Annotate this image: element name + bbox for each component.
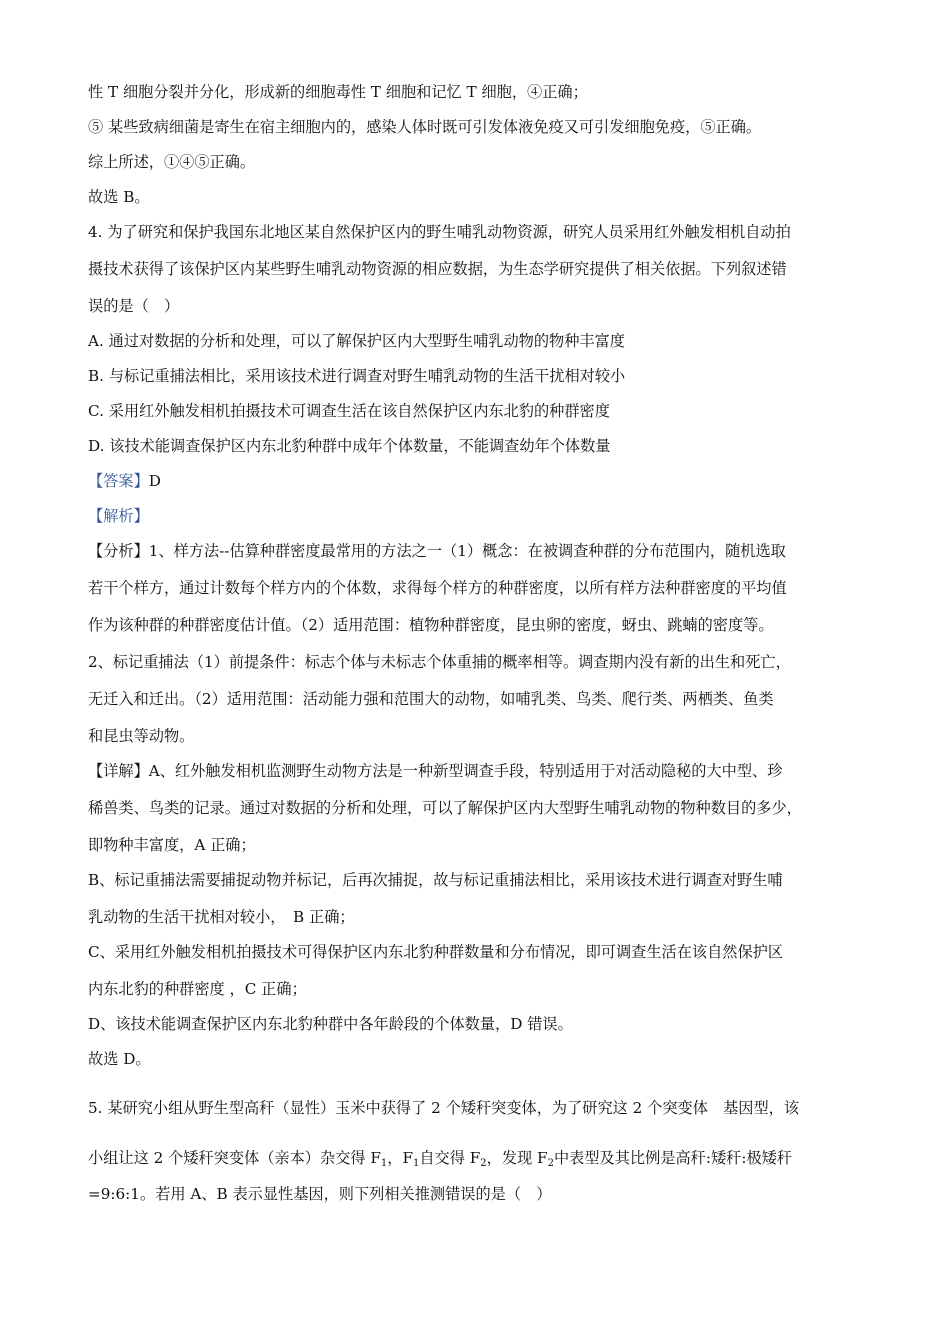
text-fragment: ，发现 F xyxy=(486,1149,548,1167)
answer-label: 【答案】 xyxy=(88,472,149,490)
answer-value: D xyxy=(148,472,161,490)
text-line: 故选 D。 xyxy=(88,1050,151,1068)
question-4-stem: 4. 为了研究和保护我国东北地区某自然保护区内的野生哺乳动物资源，研究人员采用红外触发相机自动拍 xyxy=(88,223,791,241)
option-d: D. 该技术能调查保护区内东北豹种群中成年个体数量，不能调查幼年个体数量 xyxy=(88,437,611,455)
text-line: 内东北豹的种群密度 ，C 正确； xyxy=(88,980,307,998)
text-line: 无迁入和迁出。（2）适用范围：活动能力强和范围大的动物，如哺乳类、鸟类、爬行类、两栖类、鱼类 xyxy=(88,690,774,708)
text-line: 综上所述，①④⑤正确。 xyxy=(88,153,256,171)
question-5-stem: 5. 某研究小组从野生型高秆（显性）玉米中获得了 2 个矮秆突变体，为了研究这 2 个突变体 基因型，该 xyxy=(88,1099,800,1117)
analysis-label: 【解析】 xyxy=(88,507,149,525)
text-fragment: 自交得 F xyxy=(419,1149,481,1167)
subscript: 2 xyxy=(547,1158,554,1169)
text-line: 即物种丰富度，A 正确； xyxy=(88,836,256,854)
text-line: 若干个样方，通过计数每个样方内的个体数，求得每个样方的种群密度，以所有样方法种群密度的平均值 xyxy=(88,579,787,597)
text-line: =9:6:1。若用 A、B 表示显性基因，则下列相关推测错误的是（ ） xyxy=(88,1185,552,1203)
text-line: 和昆虫等动物。 xyxy=(88,727,195,745)
answer-line xyxy=(88,471,161,491)
text-line xyxy=(88,1148,792,1168)
text-line: ⑤ 某些致病细菌是寄生在宿主细胞内的，感染人体时既可引发体液免疫又可引发细胞免疫，⑤正确。 xyxy=(88,118,762,136)
subscript: 2 xyxy=(480,1158,487,1169)
text-line: 误的是（ ） xyxy=(88,297,180,315)
text-line: B、标记重捕法需要捕捉动物并标记，后再次捕捉，故与标记重捕法相比，采用该技术进行调查对野生哺 xyxy=(88,871,783,889)
option-a: A. 通过对数据的分析和处理，可以了解保护区内大型野生哺乳动物的物种丰富度 xyxy=(88,332,625,350)
text-line: 故选 B。 xyxy=(88,188,150,206)
text-line: 摄技术获得了该保护区内某些野生哺乳动物资源的相应数据，为生态学研究提供了相关依据。下列叙述错 xyxy=(88,260,787,278)
text-line: 【详解】A、红外触发相机监测野生动物方法是一种新型调查手段，特别适用于对活动隐秘的大中型、珍 xyxy=(88,762,783,780)
text-line: C、采用红外触发相机拍摄技术可得保护区内东北豹种群数量和分布情况，即可调查生活在该自然保护区 xyxy=(88,943,784,961)
text-line: 【分析】1、样方法--估算种群密度最常用的方法之一（1）概念：在被调查种群的分布范围内，随机选取 xyxy=(88,542,786,560)
text-line: 乳动物的生活干扰相对较小， B 正确； xyxy=(88,908,355,926)
text-fragment: 小组让这 2 个矮秆突变体（亲本）杂交得 F xyxy=(88,1149,381,1167)
option-b: B. 与标记重捕法相比，采用该技术进行调查对野生哺乳动物的生活干扰相对较小 xyxy=(88,367,626,385)
text-line: 作为该种群的种群密度估计值。（2）适用范围：植物种群密度，昆虫卵的密度，蚜虫、跳蝻的密度等。 xyxy=(88,616,774,634)
text-line: 稀兽类、鸟类的记录。通过对数据的分析和处理，可以了解保护区内大型野生哺乳动物的物种数目的多少， xyxy=(88,799,802,817)
subscript: 1 xyxy=(380,1158,388,1169)
text-line: D、该技术能调查保护区内东北豹种群中各年龄段的个体数量，D 错误。 xyxy=(88,1015,573,1033)
text-fragment: ，F xyxy=(387,1149,413,1167)
text-line: 2、标记重捕法（1）前提条件：标志个体与未标志个体重捕的概率相等。调查期内没有新的出生和死亡， xyxy=(88,653,791,671)
text-line: 性 T 细胞分裂并分化，形成新的细胞毒性 T 细胞和记忆 T 细胞，④正确； xyxy=(88,83,588,101)
text-fragment: 中表型及其比例是高秆:矮秆:极矮秆 xyxy=(553,1149,793,1167)
option-c: C. 采用红外触发相机拍摄技术可调查生活在该自然保护区内东北豹的种群密度 xyxy=(88,402,610,420)
subscript: 1 xyxy=(412,1158,420,1169)
